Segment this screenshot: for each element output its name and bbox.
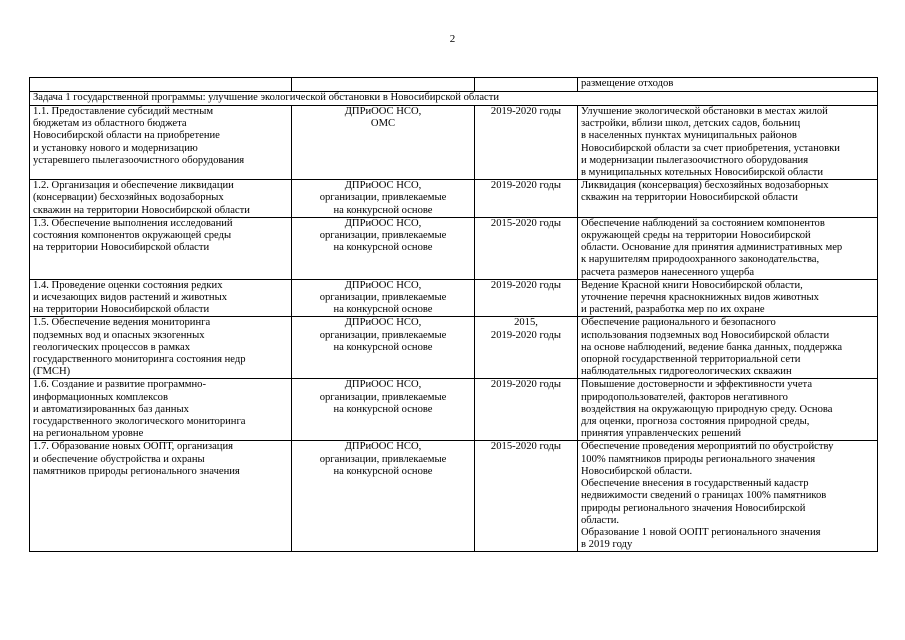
text-line: 100% памятников природы регионального значения [581,453,816,465]
text-line: на территории Новосибирской области [33,304,210,316]
executor-cell [292,106,475,180]
period-cell [475,217,578,279]
text-line: Обеспечение внесения в государственный кадастр [581,478,809,490]
measure-row [30,106,878,180]
executor-cell [292,317,475,379]
executor-cell [292,379,475,441]
text-line: 1.1. Предоставление субсидий местным [33,106,214,117]
text-line: на конкурсной основе [333,304,433,316]
text-line: для оценки, прогноза состояния природной среды, [581,416,810,428]
text-line: ДПРиООС НСО, [344,180,422,192]
period-cell [475,317,578,379]
carryover-cell: размещение отходов [578,78,878,92]
text-line: на конкурсной основе [333,204,433,216]
text-line: Обеспечение наблюдений за состоянием компонентов [581,217,825,229]
measure-row [30,279,878,317]
text-line: к нарушителям природоохранного законодательства, [581,254,820,266]
empty-cell [292,78,475,92]
text-line: в 2019 году [581,539,633,551]
text-line: организации, привлекаемые [319,329,447,341]
text-line: ДПРиООС НСО, [344,279,422,291]
text-line: и исчезающих видов растений и животных [33,292,228,304]
period-cell [475,441,578,552]
text-line: состояния компонентов окружающей среды [33,230,232,242]
measure-row [30,379,878,441]
text-line: расчета размеров нанесенного ущерба [581,266,755,278]
text-line: области. Основание для принятия административных мер [581,242,843,254]
text-line: на основе наблюдений, ведение банка данных, поддержка [581,341,843,353]
result-cell [578,180,878,218]
task-heading: Задача 1 государственной программы: улучшение экологической обстановки в Новосибирской области [30,92,878,106]
text-line: организации, привлекаемые [319,292,447,304]
text-line: ДПРиООС НСО, [344,441,422,453]
text-line: использования подземных вод Новосибирской области [581,329,830,341]
page-number: 2 [449,33,456,45]
result-cell [578,317,878,379]
text-line: 1.5. Обеспечение ведения мониторинга [33,317,211,329]
carryover-row [30,78,878,92]
result-cell [578,441,878,552]
text-line: Повышение достоверности и эффективности учета [581,379,813,391]
text-line: организации, привлекаемые [319,391,447,403]
text-line: государственного экологического мониторинга [33,416,246,428]
period-cell [475,106,578,180]
task-heading-row [30,92,878,106]
text-line: геологических процессов в рамках [33,341,191,353]
text-line: Ликвидация (консервация) бесхозяйных водозаборных [581,180,829,192]
text-line: ОМС [370,118,396,130]
text-line: 2019-2020 годы [490,279,562,291]
empty-cell [475,78,578,92]
text-line: (консервации) бесхозяйных водозаборных [33,192,224,204]
text-line: ДПРиООС НСО, [344,317,422,329]
measure-cell [30,217,292,279]
text-line: скважин на территории Новосибирской области [33,204,250,216]
text-line: 2015, [514,317,538,329]
text-line: и модернизации пылегазоочистного оборудования [581,154,809,166]
measure-row [30,441,878,552]
text-line: устаревшего пылегазоочистного оборудования [33,154,245,166]
text-line: 1.2. Организация и обеспечение ликвидации [33,180,234,192]
text-line: Образование 1 новой ООПТ регионального значения [581,526,821,538]
text-line: Обеспечение проведения мероприятий по обустройству [581,441,834,453]
text-line: 2015-2020 годы [490,217,562,229]
measure-row [30,217,878,279]
result-cell [578,217,878,279]
text-line: организации, привлекаемые [319,192,447,204]
text-line: ДПРиООС НСО, [344,106,422,117]
text-line: памятников природы регионального значения [33,465,240,477]
text-line: Улучшение экологической обстановки в местах жилой [581,106,828,117]
text-line: информационных комплексов [33,391,168,403]
text-line: природопользователей, факторов негативного [581,391,788,403]
executor-cell [292,217,475,279]
text-line: и обеспечение обустройства и охраны [33,453,205,465]
text-line: на конкурсной основе [333,465,433,477]
measure-cell [30,106,292,180]
text-line: на территории Новосибирской области [33,242,210,254]
period-cell [475,279,578,317]
text-line: Новосибирской области на приобретение [33,130,220,142]
text-line: области. [581,514,620,526]
text-line: на конкурсной основе [333,403,433,415]
measure-cell [30,379,292,441]
result-cell [578,279,878,317]
text-line: Ведение Красной книги Новосибирской области, [581,279,803,291]
measure-cell [30,441,292,552]
executor-cell [292,180,475,218]
text-line: в населенных пунктах муниципальных районов [581,130,797,142]
text-line: принятия управленческих решений [581,428,742,440]
text-line: организации, привлекаемые [319,230,447,242]
result-cell [578,379,878,441]
result-cell [578,106,878,180]
text-line: уточнение перечня краснокнижных видов животных [581,292,819,304]
text-line: 2015-2020 годы [490,441,562,453]
text-line: и установку нового и модернизацию [33,142,198,154]
measure-cell [30,279,292,317]
empty-cell [30,78,292,92]
text-line: воздействия на окружающую природную среду. Основа [581,403,833,415]
text-line: организации, привлекаемые [319,453,447,465]
measure-cell [30,317,292,379]
program-measures-table [29,77,878,552]
text-line: на конкурсной основе [333,242,433,254]
text-line: подземных вод и опасных экзогенных [33,329,205,341]
text-line: недвижимости сведений о границах 100% памятников [581,490,827,502]
text-line: 1.7. Образование новых ООПТ, организация [33,441,234,453]
text-line: Новосибирской области. [581,465,693,477]
measure-row [30,180,878,218]
text-line: 1.4. Проведение оценки состояния редких [33,279,223,291]
text-line: застройки, вблизи школ, детских садов, больниц [581,118,801,130]
executor-cell [292,279,475,317]
text-line: наблюдательных гидрогеологических скважин [581,366,792,378]
text-line: 1.3. Обеспечение выполнения исследований [33,217,233,229]
text-line: 2019-2020 годы [490,106,562,117]
measure-row [30,317,878,379]
text-line: 2019-2020 годы [490,180,562,192]
text-line: 2019-2020 годы [490,379,562,391]
text-line: ДПРиООС НСО, [344,379,422,391]
text-line: в муниципальных котельных Новосибирской области [581,167,824,179]
text-line: ДПРиООС НСО, [344,217,422,229]
executor-cell [292,441,475,552]
period-cell [475,379,578,441]
text-line: и растений, разработка мер по их охране [581,304,765,316]
text-line: окружающей среды на территории Новосибирской [581,230,811,242]
text-line: 2019-2020 годы [490,329,562,341]
text-line: (ГМСН) [33,366,71,378]
text-line: государственного мониторинга состояния недр [33,354,246,366]
text-line: и автоматизированных баз данных [33,403,189,415]
text-line: Новосибирской области за счет приобретения, установки [581,142,840,154]
text-line: скважин на территории Новосибирской области [581,192,798,204]
measure-cell [30,180,292,218]
text-line: на региональном уровне [33,428,144,440]
period-cell [475,180,578,218]
text-line: 1.6. Создание и развитие программно- [33,379,207,391]
text-line: Обеспечение рационального и безопасного [581,317,776,329]
text-line: опорной государственной территориальной сети [581,354,801,366]
text-line: бюджетам из областного бюджета [33,118,187,130]
text-line: на конкурсной основе [333,341,433,353]
text-line: природы регионального значения Новосибирской [581,502,806,514]
